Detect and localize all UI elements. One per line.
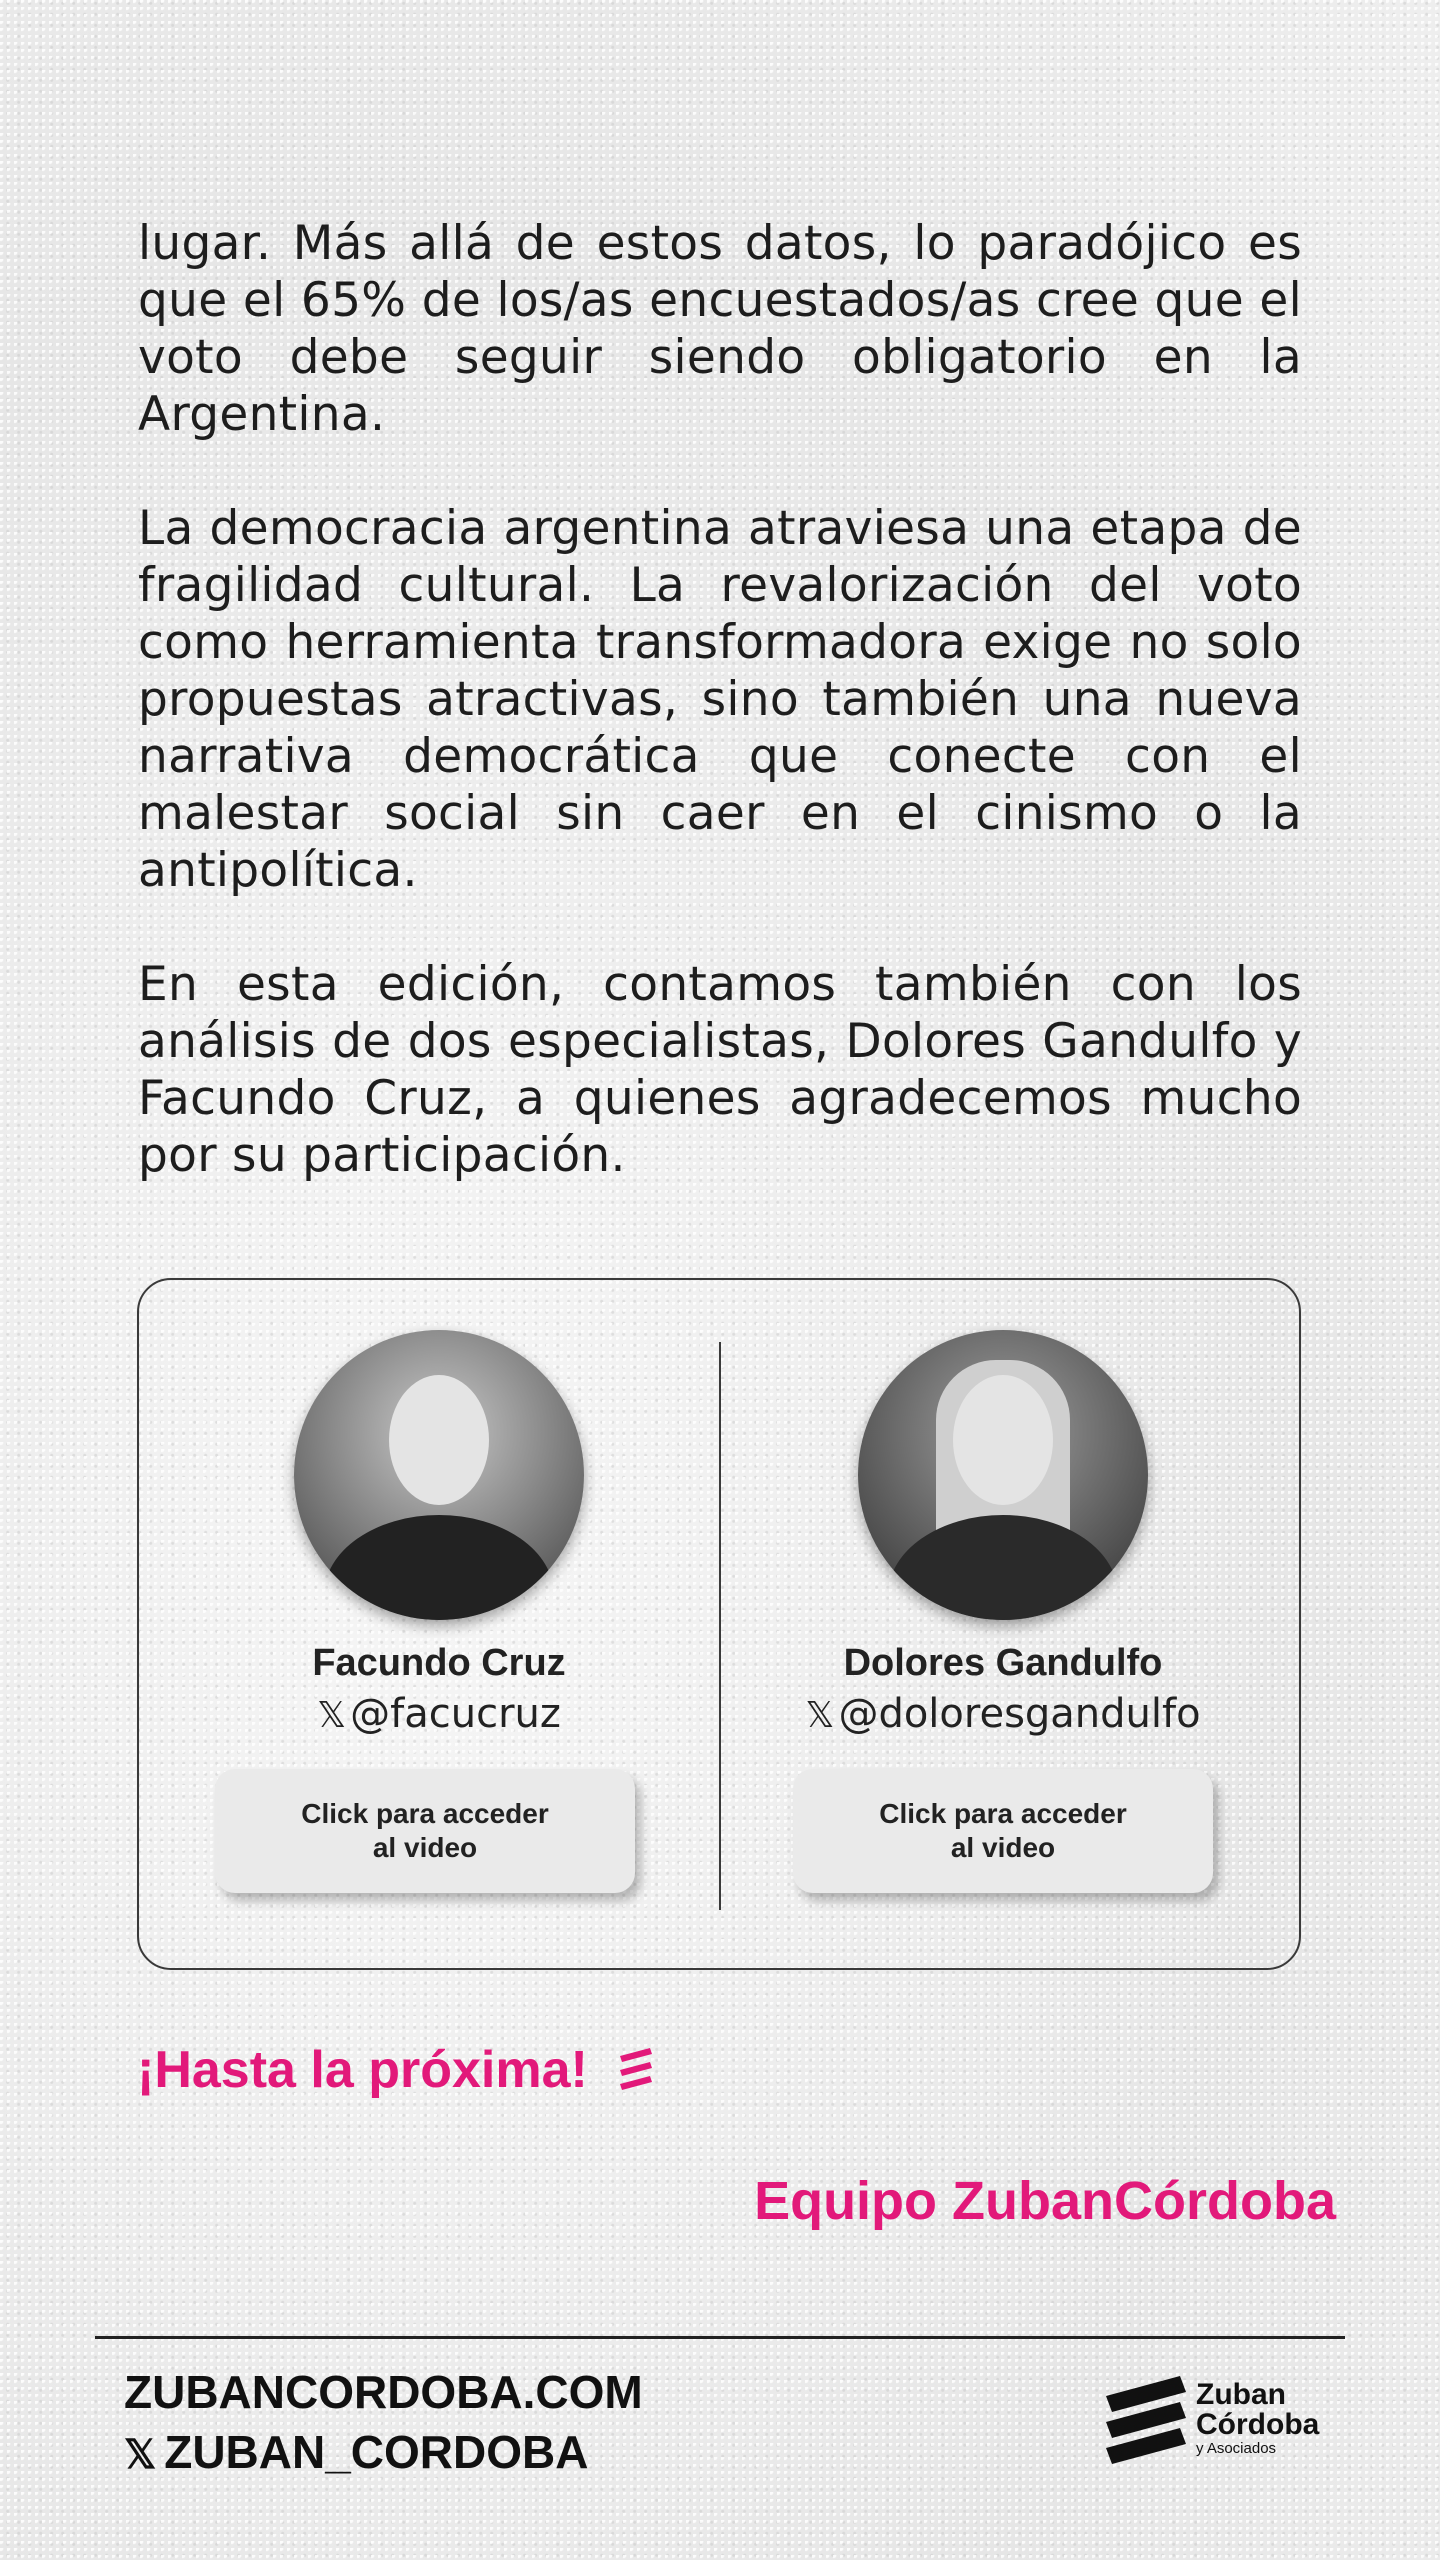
card-divider: [719, 1342, 721, 1910]
logo-line-3: y Asociados: [1196, 2440, 1277, 2457]
article-body: [138, 215, 1302, 1241]
specialist-name: Dolores Gandulfo: [843, 1642, 1163, 1684]
logo-line-1: Zuban: [1196, 2378, 1286, 2411]
x-handle: ZUBAN_CORDOBA: [164, 2426, 589, 2478]
x-profile-link[interactable]: [124, 2422, 643, 2485]
specialist-name: Facundo Cruz: [312, 1642, 566, 1684]
handle-text: @doloresgandulfo: [838, 1691, 1201, 1737]
specialist-facundo-cruz: [179, 1330, 699, 1893]
brand-mark-icon: [616, 2043, 656, 2103]
avatar-dolores-gandulfo: [858, 1330, 1148, 1620]
watch-video-button[interactable]: Click para acceder al video: [215, 1769, 635, 1893]
closing-greeting: [137, 2040, 656, 2103]
zuban-cordoba-logo: [1104, 2374, 1334, 2474]
specialist-handle[interactable]: [179, 1691, 699, 1737]
logo-line-2: Córdoba: [1196, 2408, 1320, 2441]
footer-divider: [95, 2336, 1345, 2339]
team-signature: Equipo ZubanCórdoba: [754, 2171, 1336, 2231]
specialist-handle[interactable]: [743, 1691, 1263, 1737]
paragraph-1: lugar. Más allá de estos datos, lo paradójico es que el 65% de los/as encuestados/as cree que el voto debe seguir siendo obligatorio en la Argentina.: [138, 216, 1302, 442]
x-icon: 𝕏: [317, 1695, 347, 1736]
specialist-dolores-gandulfo: [743, 1330, 1263, 1893]
logo-stripes-icon: [1104, 2374, 1190, 2470]
greeting-text: ¡Hasta la próxima!: [137, 2041, 588, 2099]
avatar-facundo-cruz: [294, 1330, 584, 1620]
specialists-card: [137, 1278, 1301, 1970]
handle-text: @facucruz: [350, 1691, 561, 1737]
footer-links: [124, 2362, 643, 2485]
x-icon: 𝕏: [805, 1695, 835, 1736]
watch-video-button[interactable]: Click para acceder al video: [793, 1769, 1213, 1893]
x-icon: 𝕏: [124, 2433, 157, 2477]
paragraph-2: La democracia argentina atraviesa una etapa de fragilidad cultural. La revalorización del voto como herramienta transformadora exige no solo propuestas atractivas, sino también una nueva narrativa democrática que conecte con el malestar social sin caer en el cinismo o la antipolítica.: [138, 501, 1302, 898]
paragraph-3: En esta edición, contamos también con los análisis de dos especialistas, Dolores Gandulfo y Facundo Cruz, a quienes agradecemos mucho por su participación.: [138, 957, 1302, 1183]
website-link[interactable]: ZUBANCORDOBA.COM: [124, 2366, 643, 2418]
